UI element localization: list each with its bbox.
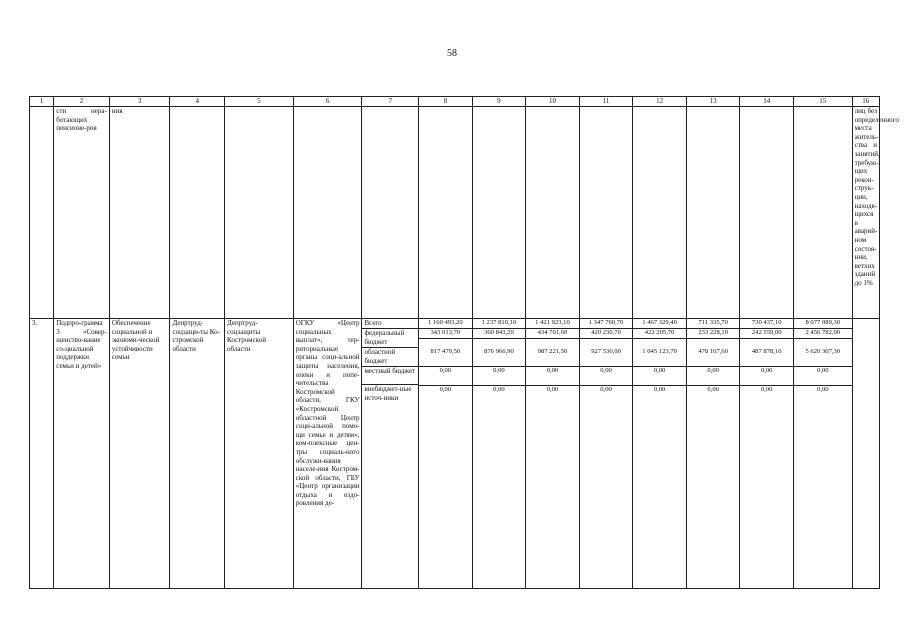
subprogram-goal: Обеспечение социальной и экономи-ческой устойчивости семьи — [109, 319, 170, 589]
value-cell: 1 160 493,20 — [419, 319, 472, 329]
subprogram-name: Подпро-грамма 3 «Совер-шенство-вание со-циальной поддержки семьи и детей» — [54, 319, 110, 589]
values-col-10 — [526, 319, 580, 589]
value-cell: 343 013,70 — [419, 329, 472, 339]
value-cell: 0,00 — [653, 386, 666, 393]
value-cell: 233 228,10 — [687, 329, 740, 339]
value-cell: 1 045 123,70 — [633, 339, 686, 367]
values-col-15 — [794, 319, 853, 589]
value-cell: 1 347 760,70 — [580, 319, 633, 329]
values-col-13 — [686, 319, 740, 589]
column-number: 15 — [794, 97, 853, 107]
value-cell: 2 456 782,00 — [794, 329, 852, 339]
value-cell: 0,00 — [419, 367, 472, 386]
source-federal: федеральный бюджет — [362, 329, 418, 348]
value-cell: 0,00 — [633, 367, 686, 386]
column-number: 13 — [686, 97, 740, 107]
funding-sources — [362, 319, 419, 589]
source-regional: областной бюджет — [362, 348, 418, 367]
column-number: 7 — [362, 97, 419, 107]
value-cell: 0,00 — [526, 367, 579, 386]
value-cell: 8 077 089,30 — [794, 319, 852, 329]
cont-target-text: лиц без определенного места житель-ства и занятий, требую-щих рекон-струк-ции, находя-щихся в аварий-ном состоя-нии, ветхих зданий до 1% — [852, 107, 879, 319]
value-cell: 5 620 307,30 — [794, 339, 852, 367]
column-number: 12 — [633, 97, 687, 107]
value-cell: 0,00 — [493, 386, 505, 393]
value-cell: 0,00 — [794, 367, 852, 386]
value-cell: 360 843,20 — [473, 329, 526, 339]
value-cell: 1 421 923,10 — [526, 319, 579, 329]
source-total: Всего — [362, 319, 418, 329]
value-cell: 730 437,10 — [740, 319, 793, 329]
column-number: 6 — [293, 97, 362, 107]
source-extrabudget: внебюджет-ные источ-ники — [364, 385, 412, 402]
values-col-9 — [472, 319, 526, 589]
value-cell: 927 530,00 — [580, 339, 633, 367]
responsible-executor: Депртруд-соцзащиты Костромской области — [225, 319, 294, 589]
value-cell: 0,00 — [740, 367, 793, 386]
column-number: 3 — [109, 97, 170, 107]
column-number: 1 — [30, 97, 54, 107]
cont-indicator-text: сти нера-ботающих пенсионе-ров — [54, 107, 110, 319]
column-number: 9 — [472, 97, 526, 107]
subprogram-3-row — [30, 319, 880, 589]
value-cell: 434 701,60 — [526, 329, 579, 339]
column-number: 8 — [419, 97, 473, 107]
co-executor: Депртруд-соцзащи-ты Ко-стромской области — [170, 319, 225, 589]
values-col-14 — [740, 319, 794, 589]
column-number-row — [30, 97, 880, 107]
column-number: 14 — [740, 97, 794, 107]
column-number: 4 — [170, 97, 225, 107]
value-cell: 0,00 — [760, 386, 773, 393]
value-cell: 422 205,70 — [633, 329, 686, 339]
value-cell: 0,00 — [580, 367, 633, 386]
value-cell: 487 878,10 — [740, 339, 793, 367]
value-cell: 0,00 — [817, 386, 829, 393]
value-cell: 478 107,60 — [687, 339, 740, 367]
value-cell: 0,00 — [473, 367, 526, 386]
program-funding-table — [29, 96, 899, 589]
column-number: 16 — [852, 97, 879, 107]
column-number: 5 — [225, 97, 294, 107]
page-number: 58 — [447, 48, 457, 59]
value-cell: 0,00 — [687, 367, 740, 386]
values-col-11 — [579, 319, 633, 589]
column-number: 11 — [579, 97, 633, 107]
value-cell: 0,00 — [546, 386, 559, 393]
value-cell: 1 237 810,10 — [473, 319, 526, 329]
column-number: 10 — [526, 97, 580, 107]
value-cell: 0,00 — [600, 386, 612, 393]
value-cell: 0,00 — [707, 386, 719, 393]
participants: ОГКУ «Центр социальных выплат», тер-риториальные органы соци-альной защиты населения, опеки и попе-чительства Костромской области, ГКУ «Костромской областной Центр соци-альной помо-щи семье и детям», ком-плексные цен-тры социаль-ного обслужи-вания населе-ния Костром-ской области, ГБУ «Центр организации отдыха и оздо-ровления де- — [293, 319, 362, 589]
continuation-row — [30, 107, 880, 319]
value-cell: 987 221,50 — [526, 339, 579, 367]
value-cell: 420 230,70 — [580, 329, 633, 339]
column-number: 2 — [54, 97, 110, 107]
values-col-8 — [419, 319, 473, 589]
cont-goal-text: ния — [109, 107, 170, 319]
value-cell: 876 966,90 — [473, 339, 526, 367]
value-cell: 1 467 329,40 — [633, 319, 686, 329]
values-col-12 — [633, 319, 687, 589]
value-cell: 711 335,70 — [687, 319, 740, 329]
value-cell: 0,00 — [439, 386, 452, 393]
value-cell: 817 479,50 — [419, 339, 472, 367]
value-cell: 242 559,00 — [740, 329, 793, 339]
row-number: 3. — [30, 319, 54, 589]
source-local: местный бюджет — [362, 367, 418, 385]
